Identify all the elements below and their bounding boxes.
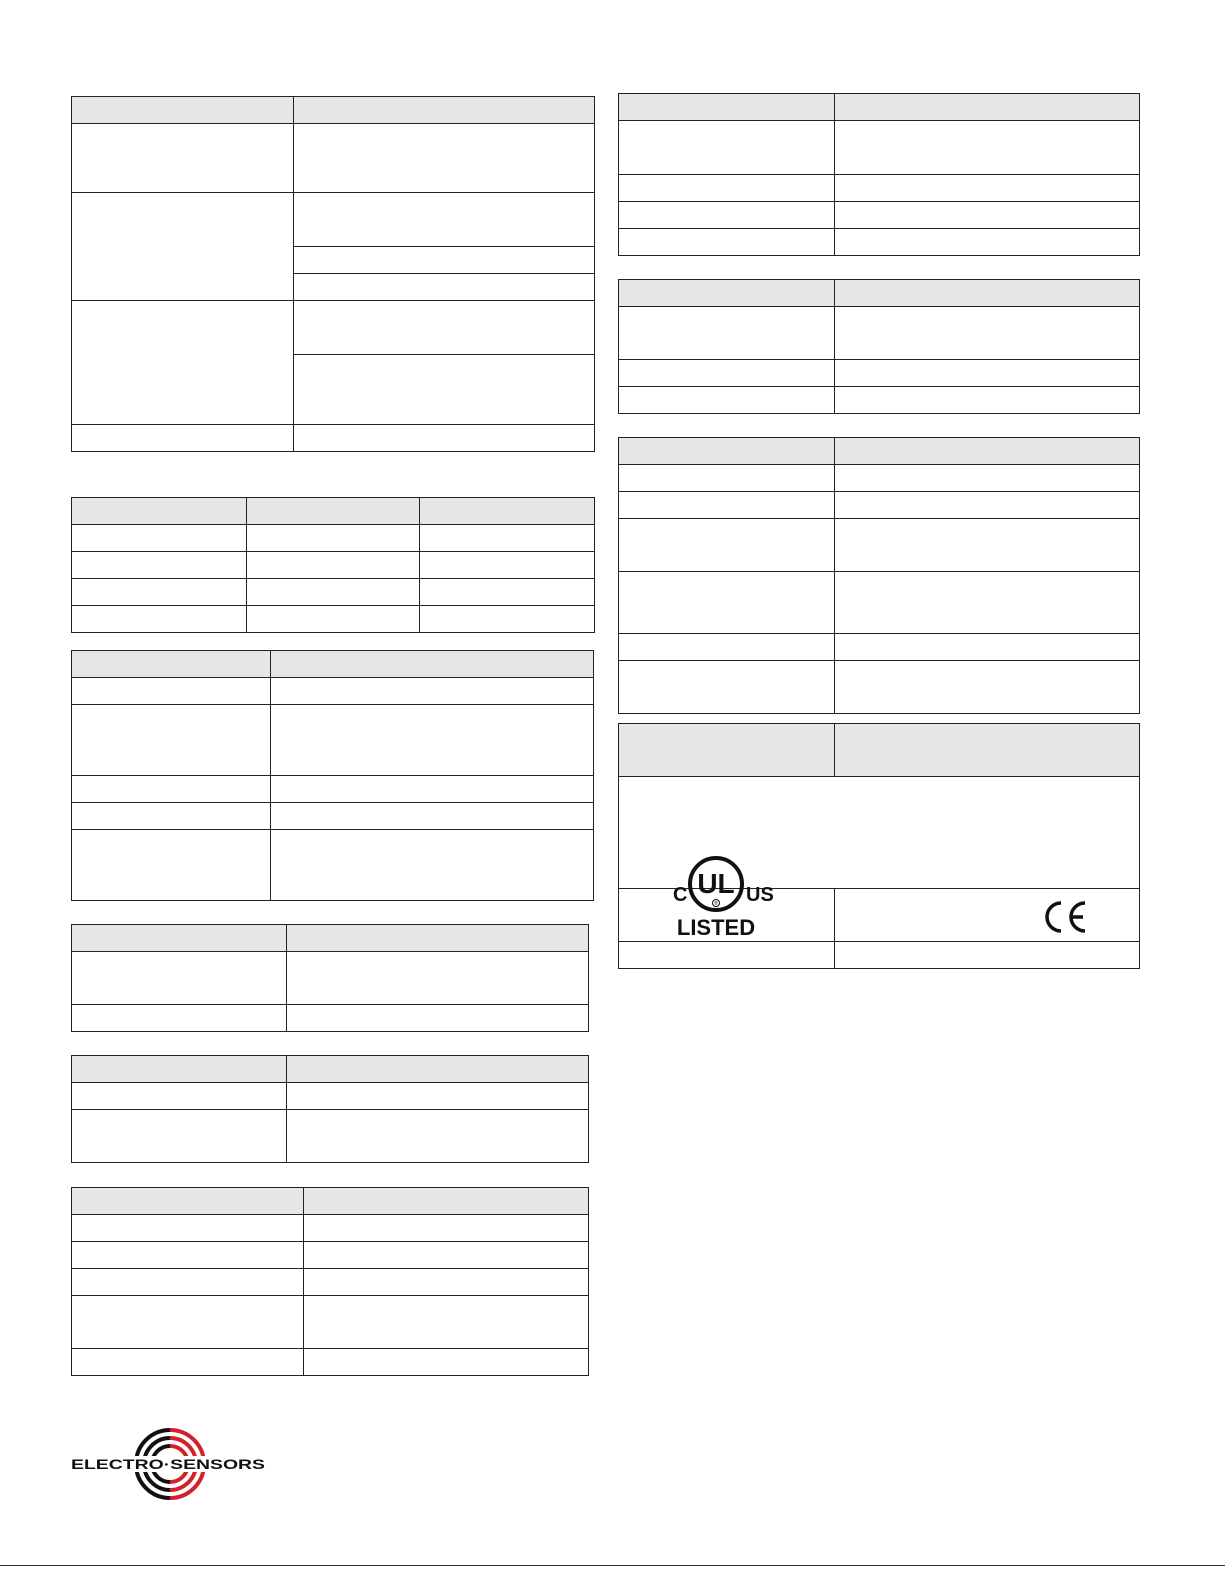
registered-mark: ® <box>714 900 718 907</box>
table-cell <box>72 606 247 633</box>
table-cell <box>835 387 1140 414</box>
table-cell <box>304 1242 589 1269</box>
table-cell <box>294 301 595 355</box>
table-cell <box>835 121 1140 175</box>
table-cell <box>835 307 1140 360</box>
table-cell <box>72 124 294 193</box>
spec-table-9 <box>618 437 1140 714</box>
spec-table-2 <box>71 497 595 633</box>
table-cell <box>619 634 835 661</box>
table-cell <box>72 1083 287 1110</box>
table-cell <box>72 425 294 452</box>
ul-mark-text: UL <box>697 867 735 899</box>
certifications-cell <box>619 777 1140 937</box>
table-cell <box>294 247 595 274</box>
ul-c-text: C <box>673 883 688 906</box>
table-cell <box>294 274 595 301</box>
header-cell <box>835 94 1140 121</box>
ce-c-glyph <box>1047 903 1061 931</box>
table-cell <box>835 492 1140 519</box>
table-cell <box>271 705 594 776</box>
table-cell <box>247 579 420 606</box>
table-cell <box>294 124 595 193</box>
table-cell <box>420 525 595 552</box>
table-cell <box>619 465 835 492</box>
table-cell <box>72 1349 304 1376</box>
table-cell <box>72 301 294 425</box>
table-cell <box>835 202 1140 229</box>
table-cell <box>835 360 1140 387</box>
header-cell <box>619 280 835 307</box>
header-cell <box>247 498 420 525</box>
spec-table-4 <box>71 924 589 1032</box>
header-cell <box>619 438 835 465</box>
table-cell <box>72 579 247 606</box>
table-cell <box>72 1110 287 1163</box>
certifications-table <box>618 723 1140 969</box>
table-cell <box>835 634 1140 661</box>
table-cell <box>247 525 420 552</box>
spec-table-1 <box>71 96 595 452</box>
table-cell <box>287 1110 589 1163</box>
table-cell <box>271 830 594 901</box>
table-cell <box>287 1005 589 1032</box>
table-cell <box>420 552 595 579</box>
table-cell <box>304 1269 589 1296</box>
table-cell <box>72 1296 304 1349</box>
electro-sensors-logo <box>70 1426 270 1501</box>
header-cell <box>835 280 1140 307</box>
header-cell <box>835 438 1140 465</box>
table-cell <box>619 175 835 202</box>
table-cell <box>271 776 594 803</box>
table-cell <box>835 175 1140 202</box>
header-cell <box>420 498 595 525</box>
header-cell <box>294 97 595 124</box>
ul-us-text: US <box>746 883 774 906</box>
table-cell <box>619 492 835 519</box>
spec-table-5 <box>71 1055 589 1163</box>
brand-wordmark: ELECTRO·SENSORS <box>71 1456 265 1472</box>
table-cell <box>72 1215 304 1242</box>
table-cell <box>294 425 595 452</box>
table-cell <box>304 1296 589 1349</box>
ce-mark-logo <box>1041 899 1089 935</box>
table-cell <box>247 552 420 579</box>
table-cell <box>420 579 595 606</box>
header-cell <box>271 651 594 678</box>
header-cell <box>72 498 247 525</box>
header-cell <box>72 651 271 678</box>
table-cell <box>835 661 1140 714</box>
table-cell <box>619 572 835 634</box>
table-cell <box>835 229 1140 256</box>
table-cell <box>287 952 589 1005</box>
table-cell <box>72 1242 304 1269</box>
table-cell <box>72 776 271 803</box>
header-cell <box>835 724 1140 777</box>
table-cell <box>619 387 835 414</box>
header-cell <box>72 1188 304 1215</box>
table-cell <box>72 705 271 776</box>
table-cell <box>304 1349 589 1376</box>
table-cell <box>72 552 247 579</box>
header-cell <box>287 925 589 952</box>
table-cell <box>619 661 835 714</box>
table-cell <box>271 803 594 830</box>
table-cell <box>619 121 835 175</box>
table-cell <box>835 572 1140 634</box>
table-cell <box>247 606 420 633</box>
table-cell <box>72 830 271 901</box>
table-cell <box>835 942 1140 969</box>
table-cell <box>72 193 294 301</box>
table-cell <box>271 678 594 705</box>
header-cell <box>287 1056 589 1083</box>
header-cell <box>619 724 835 777</box>
table-cell <box>72 525 247 552</box>
table-cell <box>420 606 595 633</box>
header-cell <box>72 97 294 124</box>
footer-rule <box>0 1565 1225 1566</box>
ul-listed-text: LISTED <box>676 914 756 937</box>
table-cell <box>287 1083 589 1110</box>
header-cell <box>72 925 287 952</box>
table-cell <box>619 307 835 360</box>
table-cell <box>835 465 1140 492</box>
table-cell <box>72 803 271 830</box>
ul-listed-logo <box>669 847 799 937</box>
spec-table-8 <box>618 279 1140 414</box>
table-cell <box>619 360 835 387</box>
spec-table-3 <box>71 650 594 901</box>
table-cell <box>72 678 271 705</box>
table-cell <box>72 1005 287 1032</box>
header-cell <box>72 1056 287 1083</box>
table-cell <box>835 519 1140 572</box>
spec-table-7 <box>618 93 1140 256</box>
table-cell <box>619 942 835 969</box>
table-cell <box>619 519 835 572</box>
table-cell <box>619 202 835 229</box>
table-cell <box>304 1215 589 1242</box>
table-cell <box>619 229 835 256</box>
header-cell <box>619 94 835 121</box>
table-cell <box>72 1269 304 1296</box>
table-cell <box>72 952 287 1005</box>
table-cell <box>294 193 595 247</box>
spec-table-6 <box>71 1187 589 1376</box>
header-cell <box>304 1188 589 1215</box>
table-cell <box>835 889 1140 942</box>
table-cell <box>294 355 595 425</box>
